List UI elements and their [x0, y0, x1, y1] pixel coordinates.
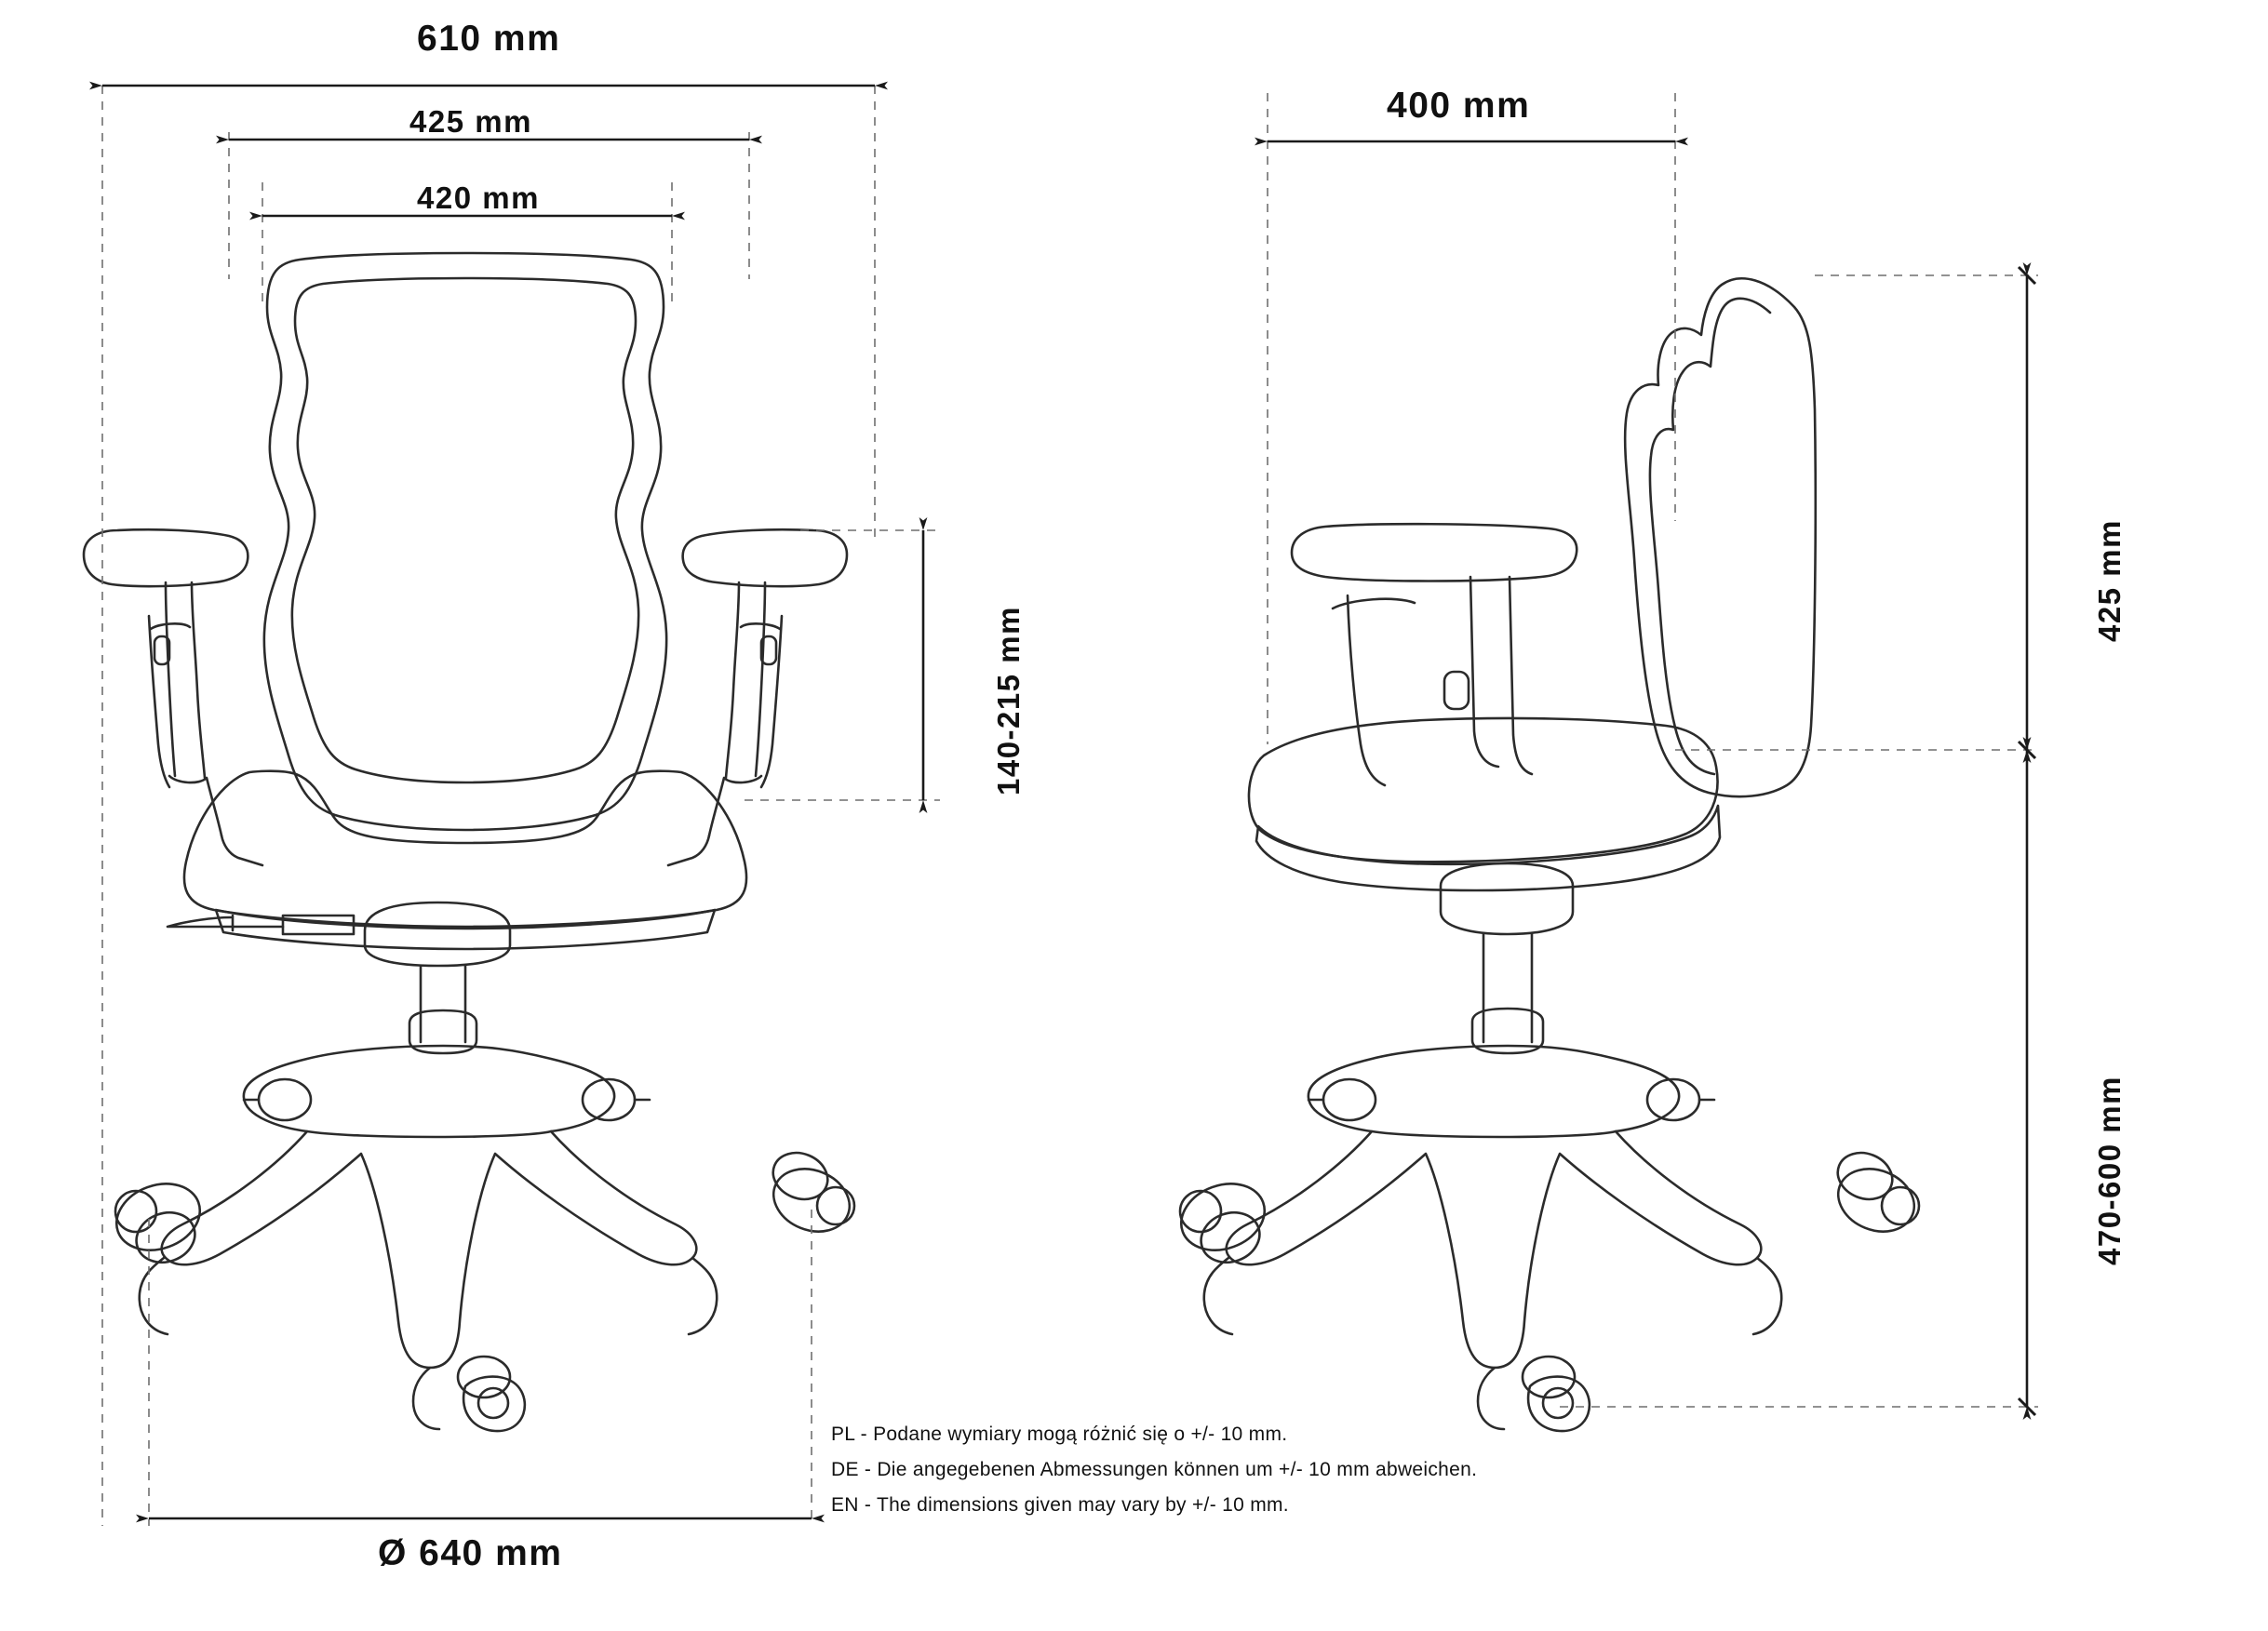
- gaslift-shaft: [421, 966, 465, 1042]
- armrest-left-detail: [151, 623, 190, 629]
- side-gaslift-shaft: [1483, 934, 1532, 1042]
- dim-label-470-600: 470-600 mm: [2092, 1076, 2127, 1265]
- note-pl: PL - Podane wymiary mogą różnić się o +/- 10 mm.: [831, 1424, 1288, 1445]
- armrest-right-post-outer: [756, 582, 765, 776]
- dim-label-425-width: 425 mm: [409, 104, 532, 139]
- side-armrest-support: [1348, 595, 1385, 785]
- side-view-group: [1172, 278, 1924, 1431]
- note-en: EN - The dimensions given may vary by +/- 10 mm.: [831, 1494, 1289, 1516]
- side-caster-left-stem: [1204, 1258, 1232, 1334]
- gaslift-top: [365, 902, 510, 966]
- caster-left-hub: [115, 1191, 156, 1232]
- side-caster-right-wheel: [1829, 1158, 1924, 1243]
- note-de: DE - Die angegebenen Abmessungen können um +/- 10 mm abweichen.: [831, 1459, 1478, 1480]
- caster-back-left: [259, 1079, 311, 1120]
- caster-right-stem: [689, 1258, 717, 1334]
- dimension-lines-side: [1268, 93, 2038, 1407]
- armrest-left-post-inner: [192, 582, 205, 778]
- side-armrest-post-right: [1470, 577, 1498, 767]
- dim-label-425-height: 425 mm: [2092, 519, 2127, 642]
- caster-left-wheel: [107, 1172, 209, 1261]
- side-base-star: [1227, 1046, 1762, 1368]
- front-view-group: [84, 253, 859, 1431]
- side-gaslift-top: [1441, 863, 1573, 934]
- side-armrest-support-top: [1333, 599, 1415, 608]
- dim-label-610: 610 mm: [417, 19, 561, 59]
- armrest-right-pad: [683, 529, 847, 586]
- armrest-left-post-outer: [166, 582, 175, 776]
- side-armrest-pad: [1292, 524, 1577, 581]
- armrest-left-lower: [169, 776, 221, 836]
- dim-label-640-diameter: Ø 640 mm: [378, 1533, 563, 1573]
- side-caster-right-stem: [1753, 1258, 1781, 1334]
- armrest-left-pad: [84, 529, 248, 586]
- side-armrest-post-right2: [1510, 577, 1532, 774]
- dimension-lines-front: [102, 86, 940, 1526]
- armrest-right-detail: [741, 623, 780, 629]
- base-hub-line: [307, 1131, 551, 1137]
- caster-front-stem: [413, 1368, 439, 1429]
- caster-right-wheel-top: [766, 1145, 835, 1208]
- caster-left-stem: [140, 1258, 168, 1334]
- caster-back-right: [583, 1079, 635, 1120]
- side-caster-left-wheel: [1172, 1172, 1274, 1261]
- armrest-right-bracket: [668, 836, 709, 865]
- caster-front-wheel: [463, 1377, 525, 1431]
- side-caster-left-hub: [1180, 1191, 1221, 1232]
- side-base-hub-line: [1372, 1131, 1616, 1137]
- armrest-right-post-inner: [726, 582, 739, 778]
- side-caster-front-wheel: [1528, 1377, 1590, 1431]
- backrest-inner: [292, 278, 638, 782]
- side-backrest-inner: [1650, 299, 1770, 774]
- caster-front-hub: [478, 1388, 508, 1418]
- side-caster-right-top: [1831, 1145, 1899, 1208]
- side-seat-plate: [1256, 806, 1720, 890]
- armrest-right-lower: [709, 776, 761, 836]
- side-caster-front-hub: [1543, 1388, 1573, 1418]
- armrest-left-bracket: [221, 836, 262, 865]
- dim-label-420: 420 mm: [417, 180, 540, 215]
- dim-label-140-215: 140-215 mm: [991, 606, 1026, 795]
- side-seat-cushion: [1249, 718, 1718, 862]
- side-caster-back-right: [1647, 1079, 1699, 1120]
- side-caster-front-stem: [1478, 1368, 1504, 1429]
- side-armrest-knob: [1444, 672, 1469, 709]
- side-caster-back-left: [1323, 1079, 1376, 1120]
- dim-label-400: 400 mm: [1387, 86, 1531, 126]
- base-star: [162, 1046, 697, 1368]
- dimension-arrows-front: [102, 86, 923, 1518]
